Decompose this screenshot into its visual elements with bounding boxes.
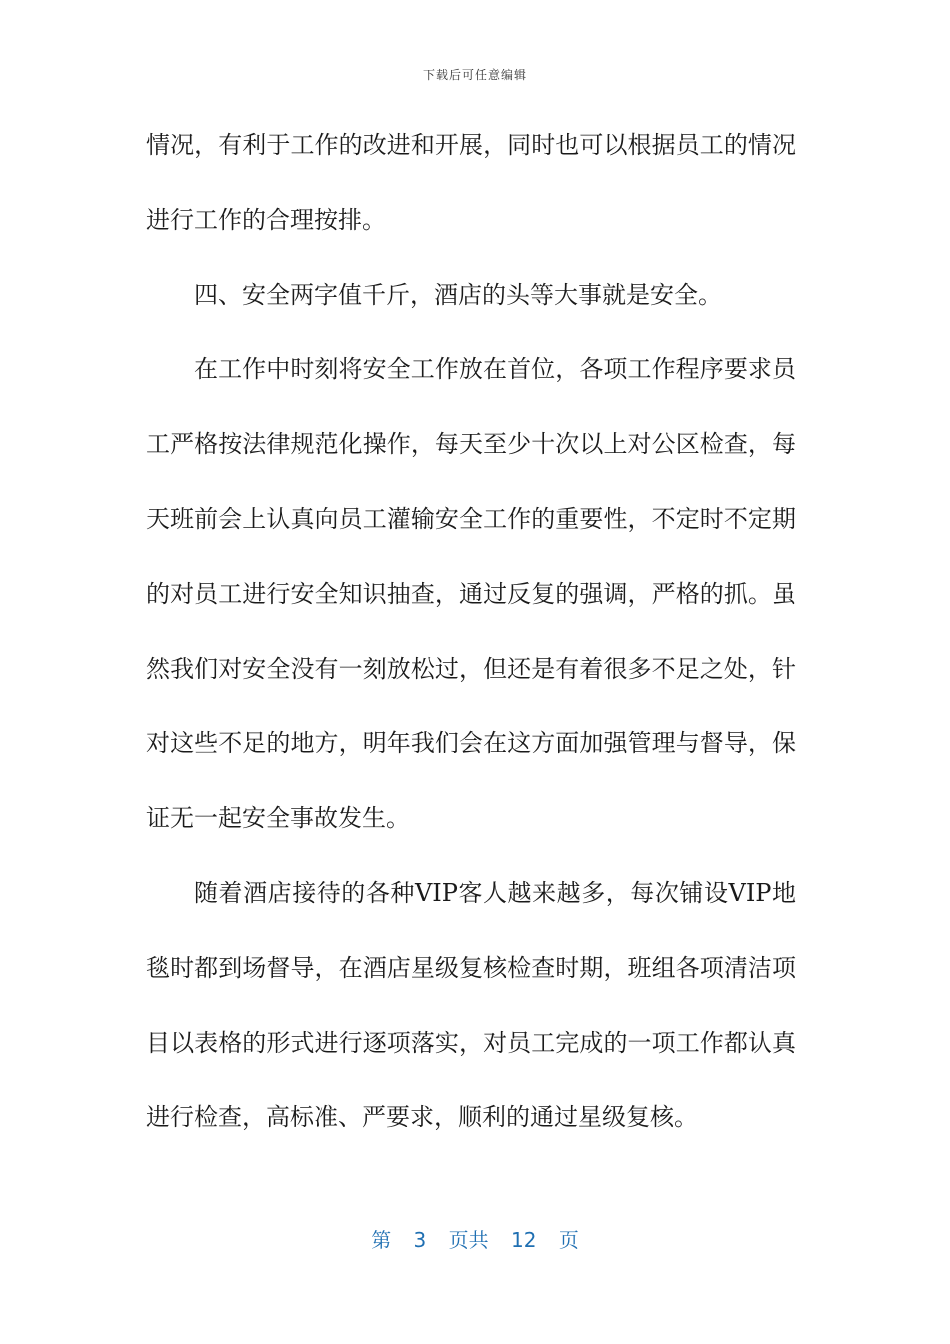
body-line-6: 天班前会上认真向员工灌输安全工作的重要性，不定时不定期 xyxy=(146,504,796,533)
footer-current-page: 3 xyxy=(413,1228,427,1252)
body-line-2: 进行工作的合理按排。 xyxy=(146,205,386,234)
footer-label-end: 页 xyxy=(558,1228,579,1252)
body-line-4: 在工作中时刻将安全工作放在首位，各项工作程序要求员 xyxy=(194,355,796,384)
body-line-7: 的对员工进行安全知识抽查，通过反复的强调，严格的抓。虽 xyxy=(146,579,796,608)
footer-label-total: 页共 xyxy=(448,1228,489,1252)
body-line-1: 情况，有利于工作的改进和开展，同时也可以根据员工的情况 xyxy=(146,131,796,159)
body-line-14: 进行检查，高标准、严要求，顺利的通过星级复核。 xyxy=(146,1103,698,1132)
body-line-12: 毯时都到场督导，在酒店星级复核检查时期，班组各项清洁项 xyxy=(146,953,796,982)
body-line-9: 对这些不足的地方，明年我们会在这方面加强管理与督导，保 xyxy=(146,729,796,758)
section-heading: 四、安全两字值千斤，酒店的头等大事就是安全。 xyxy=(194,280,722,309)
page-footer xyxy=(0,1224,950,1253)
footer-label-page: 第 xyxy=(371,1228,392,1252)
footer-total-pages: 12 xyxy=(511,1228,537,1252)
body-line-5: 工严格按法律规范化操作，每天至少十次以上对公区检查，每 xyxy=(146,430,796,459)
body-line-8: 然我们对安全没有一刻放松过，但还是有着很多不足之处，针 xyxy=(146,654,796,683)
body-line-11: 随着酒店接待的各种VIP客人越来越多，每次铺设VIP地 xyxy=(194,878,796,907)
document-body xyxy=(146,118,796,1165)
header-note: 下载后可任意编辑 xyxy=(422,68,527,82)
body-line-10: 证无一起安全事故发生。 xyxy=(146,804,410,833)
body-line-13: 目以表格的形式进行逐项落实，对员工完成的一项工作都认真 xyxy=(146,1028,796,1057)
